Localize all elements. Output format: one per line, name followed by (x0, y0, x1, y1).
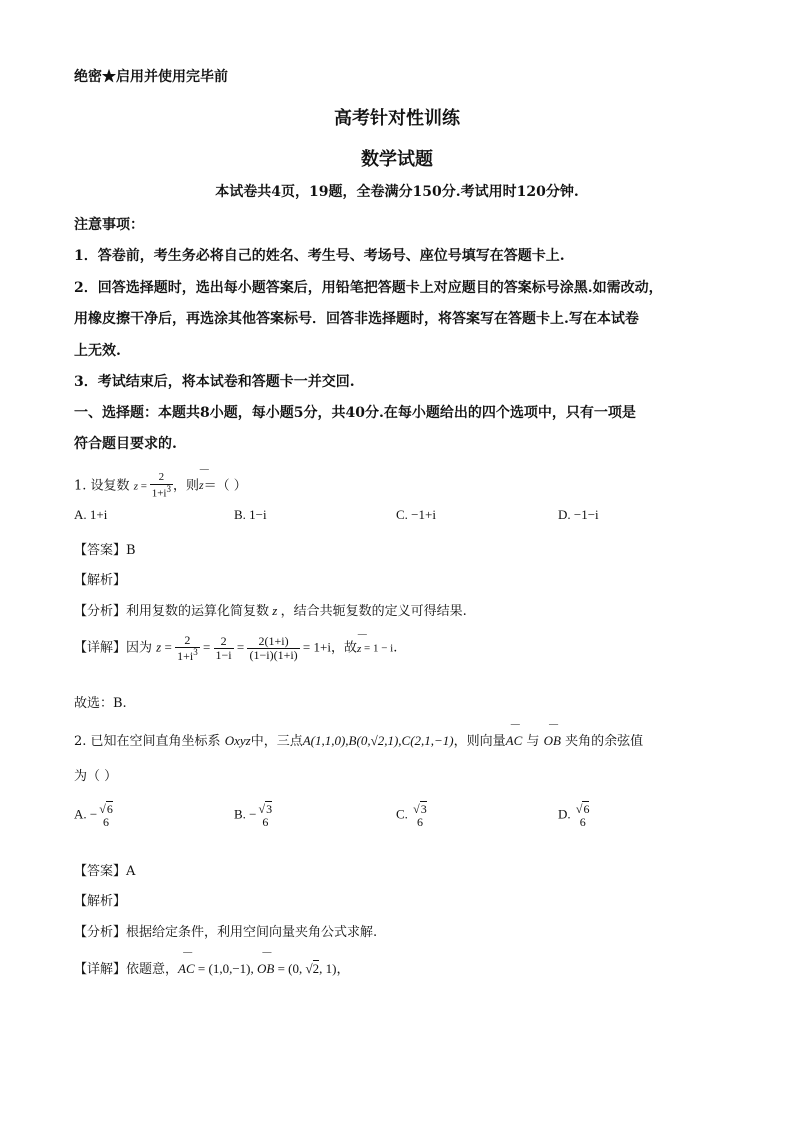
exam-info: 本试卷共4页，19题，全卷满分150分.考试用时120分钟. (215, 184, 579, 200)
question-2-analysis-tag: 【解析】 (74, 894, 127, 909)
notice-heading: 注意事项： (74, 217, 144, 233)
question-1-mid: ，则 (172, 478, 199, 494)
notice-item-2-line-1: 2．回答选择题时，选出每小题答案后，用铅笔把答题卡上对应题目的答案标号涂黑.如需改动， (74, 280, 663, 296)
question-1-suffix: ＝（ ） (203, 478, 247, 494)
fenxi-text: 根据给定条件，利用空间向量夹角公式求解. (126, 925, 378, 940)
answer-value: A (126, 864, 136, 879)
option-letter: C. (396, 806, 408, 822)
question-2-vec2: ¯¯ OB (544, 733, 561, 749)
question-1-fraction: $\frac{2}{1+i^3}$ (151, 471, 171, 500)
notice-item-2-line-3: 上无效. (74, 343, 121, 359)
option-letter: A. (74, 806, 87, 822)
question-1-prefix: 1. 设复数 (74, 478, 130, 494)
answer-tag: 【答案】 (74, 543, 127, 558)
section-heading-line-2: 符合题目要求的. (74, 436, 177, 452)
question-2-and: 与 (526, 734, 540, 749)
question-1-option-a: A. 1+i (74, 507, 108, 522)
detail-text-b: ， (336, 962, 350, 977)
question-1-option-d: D. −1−i (558, 507, 599, 522)
question-2-fenxi (74, 921, 377, 940)
notice-item-1: 1．答卷前，考生务必将自己的姓名、考生号、考场号、座位号填写在答题卡上. (74, 248, 565, 264)
question-2-coord: Oxyz (224, 733, 251, 748)
question-2-option-d: D. √6 6 (558, 802, 590, 829)
question-2 (74, 730, 643, 749)
question-2-mid2: ，则向量 (453, 734, 506, 749)
exam-subject: 数学试题 (361, 149, 433, 170)
notice-item-2-line-2: 用橡皮擦干净后，再选涂其他答案标号．回答非选择题时，将答案写在答题卡上.写在本试卷 (74, 311, 639, 327)
section-heading-line-1: 一、选择题：本题共8小题，每小题5分，共40分.在每小题给出的四个选项中，只有一项是 (74, 405, 636, 421)
exam-title: 高考针对性训练 (334, 108, 460, 129)
question-2-detail: 【详解】依题意，¯¯ AC = (1,0,−1), ¯¯ OB = (0, √2, 1)， (74, 958, 349, 977)
question-2-prefix: 2. 已知在空间直角坐标系 (74, 734, 221, 749)
detail-text-a: 依题意， (126, 962, 179, 977)
fenxi-text-a: 利用复数的运算化简复数 (126, 604, 270, 619)
question-2-vec1: ¯¯ AC (506, 733, 523, 749)
detail-tag: 【详解】 (74, 640, 127, 656)
question-1-detail: 【详解】因为 z = $\frac{2}{1+i^3}$ = $\frac{2}{1-i}$ = $\frac{2(1+i)}{(1-i)(1+i)}$ = 1+i，故¯¯ z = 1 − i. (74, 634, 397, 662)
question-2-points: A(1,1,0),B(0,√2,1),C(2,1,−1) (302, 733, 454, 748)
detail-text-b: ，故 (330, 640, 357, 656)
question-2-option-b: B. − √3 6 (234, 802, 273, 829)
question-1-fenxi: 【分析】利用复数的运算化简复数 z ，结合共轭复数的定义可得结果. (74, 603, 467, 619)
answer-tag: 【答案】 (74, 864, 127, 879)
secret-label: 绝密★启用并使用完毕前 (74, 69, 228, 85)
answer-value: B (126, 543, 136, 558)
fenxi-tag: 【分析】 (74, 604, 127, 619)
detail-text-c: . (393, 640, 398, 656)
detail-text-a: 因为 (126, 640, 153, 656)
question-1-conclusion: 故选：B. (74, 696, 127, 711)
question-1-answer (74, 539, 136, 558)
question-2-mid1: 中，三点 (250, 734, 303, 749)
option-letter: B. (234, 806, 246, 822)
question-2-line-2: 为（ ） (74, 769, 118, 784)
question-1-option-c: C. −1+i (396, 507, 436, 522)
question-2-option-a: A. − √6 6 (74, 802, 113, 829)
detail-tag: 【详解】 (74, 962, 127, 977)
question-1: 1. 设复数 z = $\frac{2}{1+i^3}$ ，则¯¯ z＝（ ） (74, 472, 247, 500)
option-letter: D. (558, 806, 571, 822)
question-1-option-b: B. 1−i (234, 507, 267, 522)
question-2-answer (74, 860, 135, 879)
question-1-analysis-tag: 【解析】 (74, 573, 127, 588)
notice-item-3: 3．考试结束后，将本试卷和答题卡一并交回. (74, 374, 355, 390)
fenxi-tag: 【分析】 (74, 925, 127, 940)
fenxi-text-b: ，结合共轭复数的定义可得结果. (280, 604, 467, 619)
question-2-suffix: 夹角的余弦值 (565, 734, 644, 749)
question-2-option-c: C. √3 6 (396, 802, 427, 829)
